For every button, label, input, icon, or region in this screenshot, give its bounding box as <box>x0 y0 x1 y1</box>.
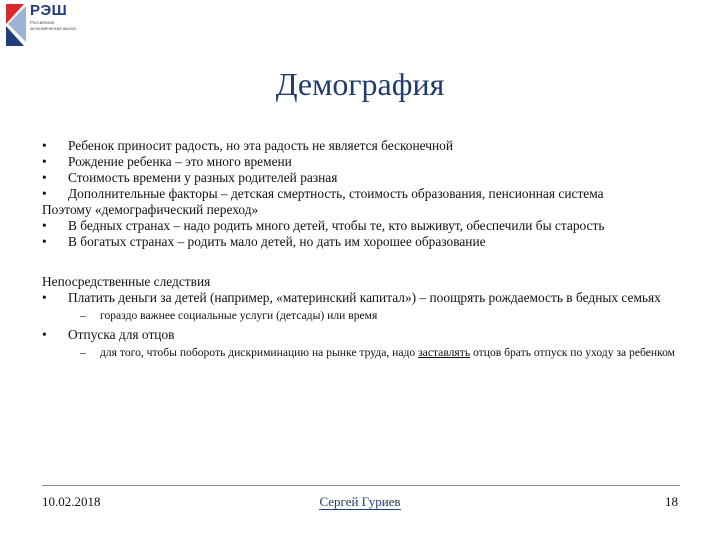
footer-divider <box>42 485 680 486</box>
bullet-icon: • <box>42 290 47 305</box>
dash-icon: – <box>80 309 86 322</box>
sub-list-item: – гораздо важнее социальные услуги (детсады) или время <box>80 309 378 322</box>
list-item: • Ребенок приносит радость, но эта радость не является бесконечной <box>42 138 454 153</box>
list-item: • В бедных странах – надо родить много детей, чтобы те, кто выживут, обеспечили бы старость <box>42 218 605 233</box>
footer-date: 10.02.2018 <box>42 494 101 509</box>
bullet-icon: • <box>42 138 47 153</box>
slide-title: Демография <box>275 66 445 102</box>
page-number: 18 <box>665 494 678 509</box>
sub-list-item: – для того, чтобы побороть дискриминацию на рынке труда, надо заставлять отцов брать отпуск по уходу за ребенком <box>80 346 676 359</box>
list-item: • Дополнительные факторы – детская смертность, стоимость образования, пенсионная система <box>42 186 604 201</box>
logo-mark-icon <box>4 2 28 46</box>
slide-body <box>42 138 692 360</box>
logo-subtitle: Российская экономическая школа <box>30 20 76 31</box>
underlined-word: заставлять <box>418 346 471 359</box>
footer-author: Сергей Гуриев <box>319 494 401 509</box>
bullet-icon: • <box>42 154 47 169</box>
list-item: • Стоимость времени у разных родителей разная <box>42 170 338 185</box>
list-item: • Платить деньги за детей (например, «материнский капитал») – поощрять рождаемость в бедных семьях <box>42 290 661 305</box>
bullet-icon: • <box>42 234 47 249</box>
bullet-icon: • <box>42 186 47 201</box>
list-item: • Отпуска для отцов <box>42 327 175 342</box>
consequences-heading: Непосредственные следствия <box>42 274 211 289</box>
dash-icon: – <box>80 346 86 359</box>
transition-text: Поэтому «демографический переход» <box>42 202 259 217</box>
bullet-icon: • <box>42 218 47 233</box>
logo <box>4 2 84 46</box>
list-item: • Рождение ребенка – это много времени <box>42 154 292 169</box>
bullet-icon: • <box>42 327 47 342</box>
list-item: • В богатых странах – родить мало детей, но дать им хорошее образование <box>42 234 486 249</box>
logo-name: РЭШ <box>30 2 68 19</box>
bullet-icon: • <box>42 170 47 185</box>
